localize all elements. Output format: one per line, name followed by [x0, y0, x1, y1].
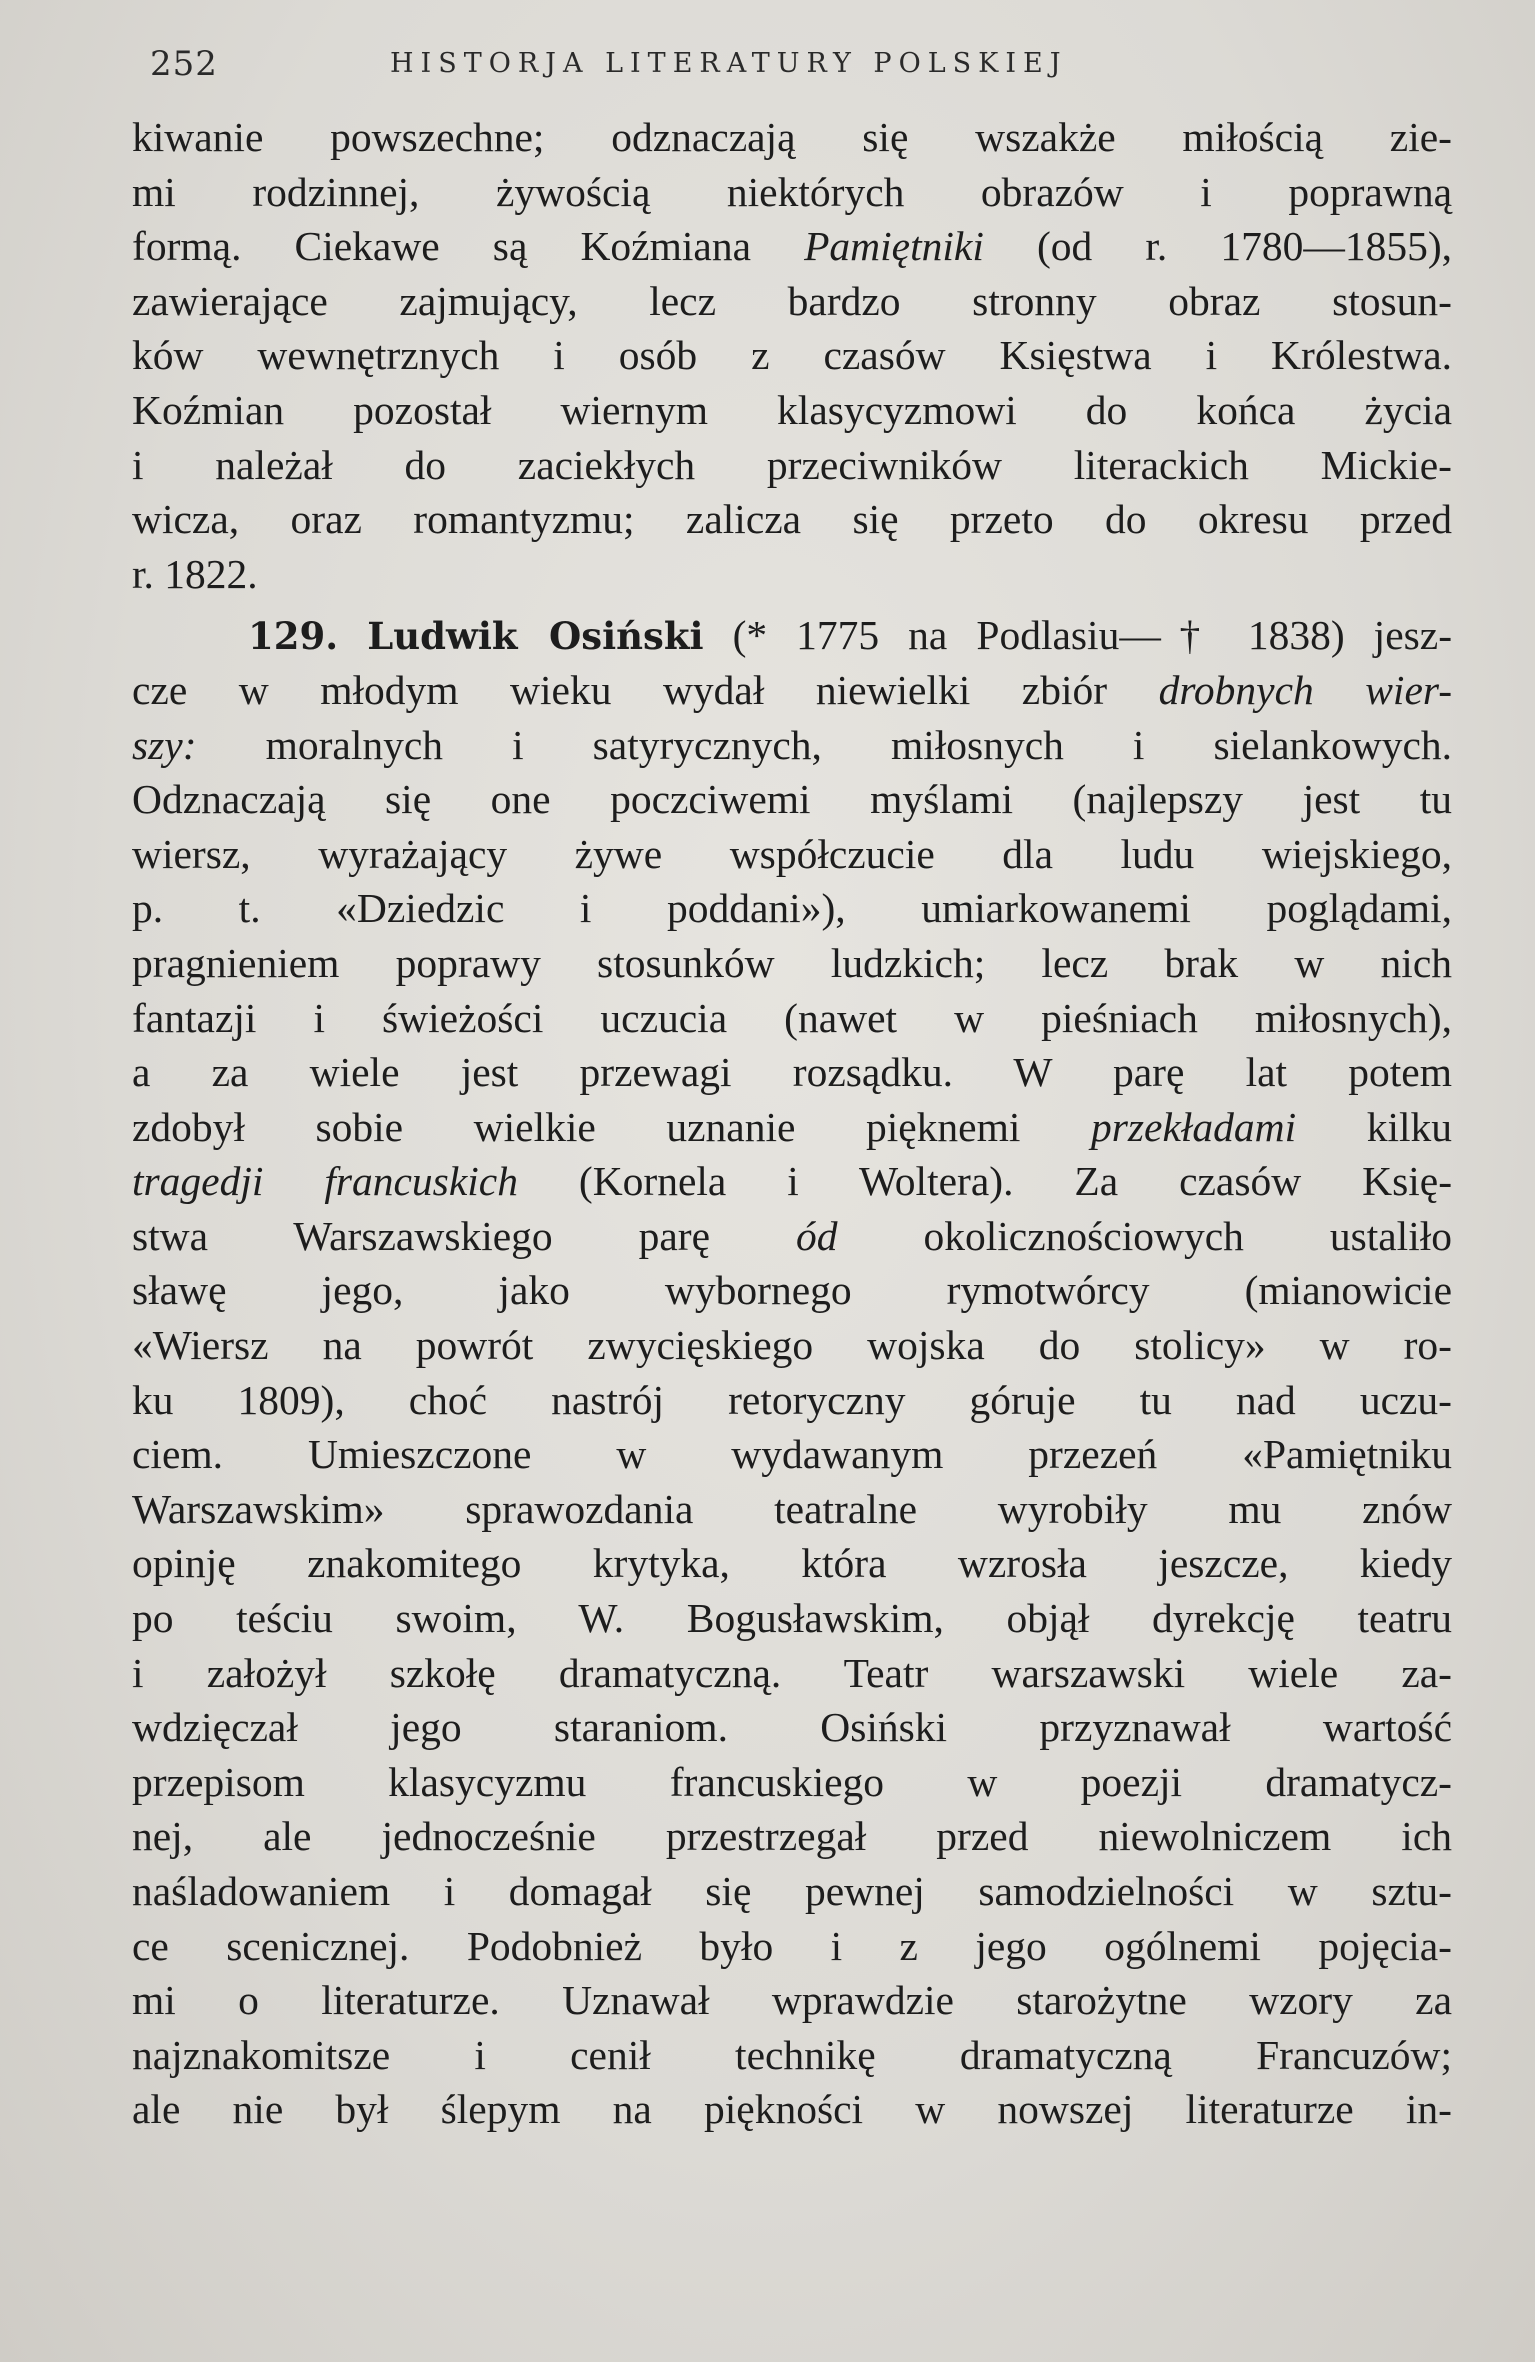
- text-line: pragnieniem poprawy stosunków ludzkich; lecz brak w nich: [132, 939, 1452, 986]
- text-line: ciem. Umieszczone w wydawanym przezeń «Pamiętniku: [132, 1431, 1452, 1478]
- running-title: HISTORJA LITERATURY POLSKIEJ: [390, 48, 1068, 79]
- text-line: ce scenicznej. Podobnież było i z jego ogólnemi pojęcia-: [132, 1922, 1452, 1969]
- text-line: p. t. «Dziedzic i poddani»), umiarkowanemi poglądami,: [132, 885, 1452, 932]
- text-line: mi rodzinnej, żywością niektórych obrazów i poprawną: [132, 168, 1452, 215]
- text-line: i należał do zaciekłych przeciwników literackich Mickie-: [132, 441, 1452, 488]
- text-line: r. 1822.: [132, 550, 258, 597]
- text-line: ków wewnętrznych i osób z czasów Księstwa i Królestwa.: [132, 332, 1452, 379]
- text-line: kiwanie powszechne; odznaczają się wszakże miłością zie-: [132, 114, 1452, 160]
- text-line: przepisom klasycyzmu francuskiego w poezji dramatycz-: [132, 1758, 1452, 1805]
- text-line: zawierające zajmujący, lecz bardzo stronny obraz stosun-: [132, 277, 1452, 324]
- text-line: ale nie był ślepym na piękności w nowszej literaturze in-: [132, 2086, 1452, 2133]
- text-line: stwa Warszawskiego parę ód okolicznościowych ustaliło: [132, 1212, 1453, 1259]
- text-line: najznakomitsze i cenił technikę dramatyczną Francuzów;: [132, 2031, 1452, 2078]
- text-line: po teściu swoim, W. Bogusławskim, objął dyrekcję teatru: [132, 1595, 1452, 1642]
- page-number: 252: [150, 44, 218, 84]
- text-line: Koźmian pozostał wiernym klasycyzmowi do końca życia: [132, 386, 1452, 433]
- section-number: 129.: [248, 614, 339, 659]
- text-line: Odznaczają się one poczciwemi myślami (najlepszy jest tu: [132, 776, 1452, 823]
- text-line: wicza, oraz romantyzmu; zalicza się przeto do okresu przed: [132, 496, 1452, 543]
- text-line: formą. Ciekawe są Koźmiana Pamiętniki (od r. 1780—1855),: [132, 223, 1453, 270]
- text-line: mi o literaturze. Uznawał wprawdzie starożytne wzory za: [132, 1977, 1452, 2024]
- text-line: i założył szkołę dramatyczną. Teatr warszawski wiele za-: [132, 1649, 1452, 1696]
- text-line: Warszawskim» sprawozdania teatralne wyrobiły mu znów: [132, 1485, 1452, 1532]
- text-line: szy: moralnych i satyrycznych, miłosnych i sielankowych.: [132, 721, 1453, 768]
- text-line: zdobył sobie wielkie uznanie pięknemi przekładami kilku: [132, 1103, 1453, 1150]
- text-line: a za wiele jest przewagi rozsądku. W parę lat potem: [132, 1049, 1452, 1096]
- title-pamietniki: Pamiętniki: [804, 223, 984, 270]
- text-line: nej, ale jednocześnie przestrzegał przed niewolniczem ich: [132, 1813, 1452, 1860]
- text-line: wdzięczał jego staraniom. Osiński przyznawał wartość: [132, 1704, 1452, 1751]
- text-line: sławę jego, jako wybornego rymotwórcy (mianowicie: [132, 1267, 1452, 1314]
- text-line: fantazji i świeżości uczucia (nawet w pieśniach miłosnych),: [132, 994, 1452, 1041]
- text-line: cze w młodym wieku wydał niewielki zbiór drobnych wier-: [132, 666, 1453, 713]
- section-129-heading-line: 129. Ludwik Osiński (* 1775 na Podlasiu—† 1838) jesz-: [248, 612, 1453, 659]
- author-name: Ludwik Osiński: [367, 614, 704, 659]
- text-line: opinję znakomitego krytyka, która wzrosła jeszcze, kiedy: [132, 1540, 1452, 1587]
- text-line: ku 1809), choć nastrój retoryczny góruje tu nad uczu-: [132, 1376, 1452, 1423]
- text-line: wiersz, wyrażający żywe współczucie dla ludu wiejskiego,: [132, 830, 1452, 877]
- text-line: naśladowaniem i domagał się pewnej samodzielności w sztu-: [132, 1868, 1452, 1914]
- text-line: tragedji francuskich (Kornela i Woltera). Za czasów Księ-: [132, 1158, 1453, 1205]
- running-head: [150, 44, 1450, 94]
- body-text: [132, 110, 1452, 2137]
- text-line: «Wiersz na powrót zwycięskiego wojska do stolicy» w ro-: [132, 1322, 1452, 1369]
